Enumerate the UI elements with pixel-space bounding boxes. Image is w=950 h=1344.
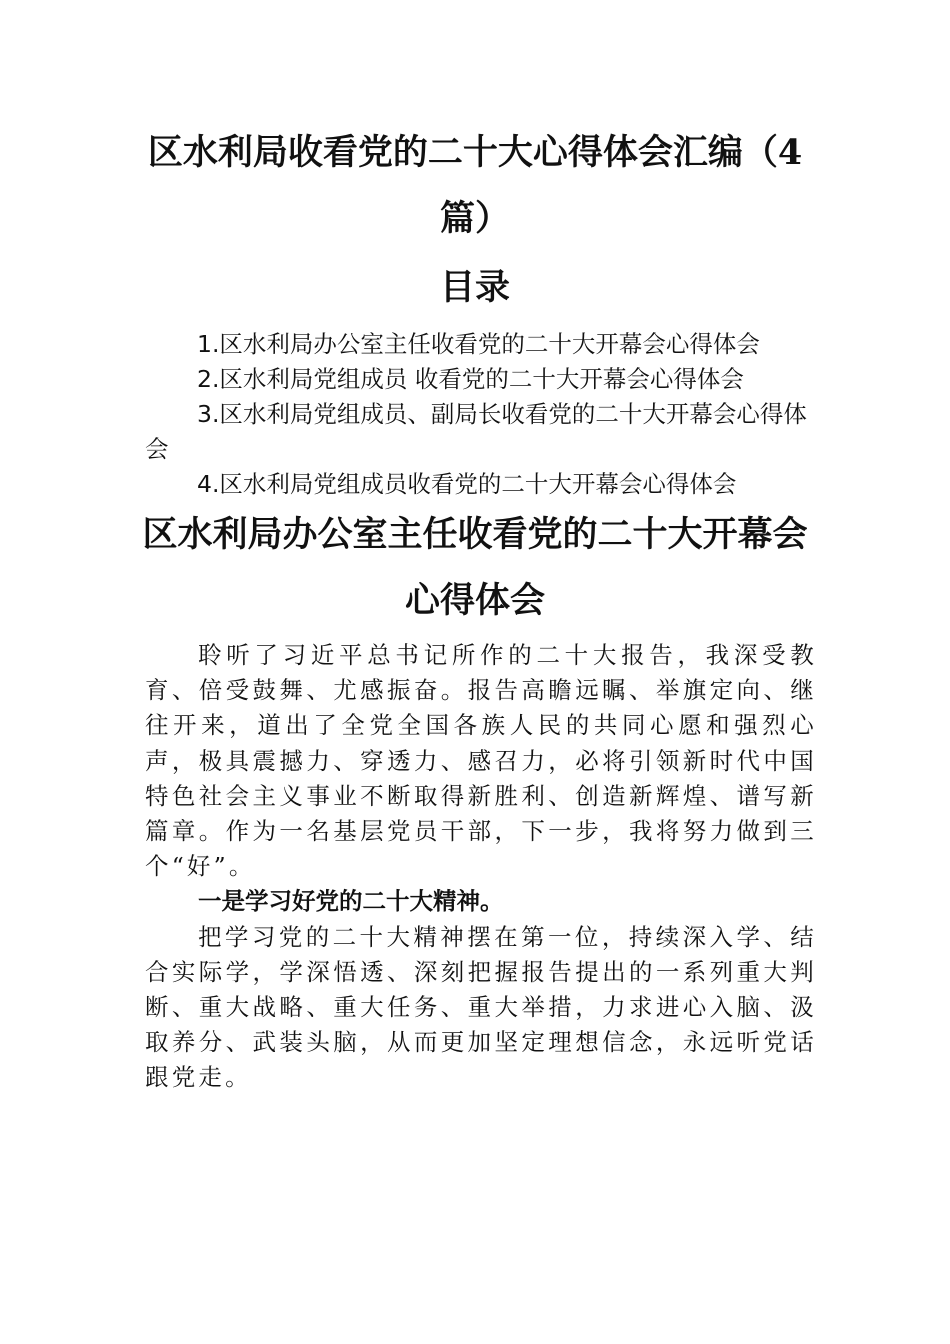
section-title: 区水利局办公室主任收看党的二十大开幕会心得体会 <box>142 514 808 621</box>
toc-heading: 目录 <box>439 267 510 308</box>
body-paragraph: 把学习党的二十大精神摆在第一位，持续深入学、结合实际学，学深悟透、深刻把握报告提出的一系列重大判断、重大战略、重大任务、重大举措，力求进心入脑、汲取养分、武装头脑，从而更加坚定理想信念，永远听党话跟党走。 <box>145 922 817 1092</box>
sub-heading: 一是学习好党的二十大精神。 <box>198 887 504 916</box>
section-body <box>145 638 817 1096</box>
toc-item[interactable]: 1.区水利局办公室主任收看党的二十大开幕会心得体会 <box>197 330 760 358</box>
document-title: 区水利局收看党的二十大心得体会汇编（4篇） <box>147 132 803 239</box>
table-of-contents <box>145 327 817 502</box>
body-paragraph: 聆听了习近平总书记所作的二十大报告，我深受教育、倍受鼓舞、尤感振奋。报告高瞻远瞩、举旗定向、继往开来，道出了全党全国各族人民的共同心愿和强烈心声，极具震撼力、穿透力、感召力，必将引领新时代中国特色社会主义事业不断取得新胜利、创造新辉煌、谱写新篇章。作为一名基层党员干部，下一步，我将努力做到三个“好”。 <box>145 641 817 881</box>
toc-item[interactable]: 3.区水利局党组成员、副局长收看党的二十大开幕会心得体会 <box>145 400 807 463</box>
toc-item[interactable]: 2.区水利局党组成员 收看党的二十大开幕会心得体会 <box>197 365 744 393</box>
toc-item[interactable]: 4.区水利局党组成员收看党的二十大开幕会心得体会 <box>197 470 737 498</box>
